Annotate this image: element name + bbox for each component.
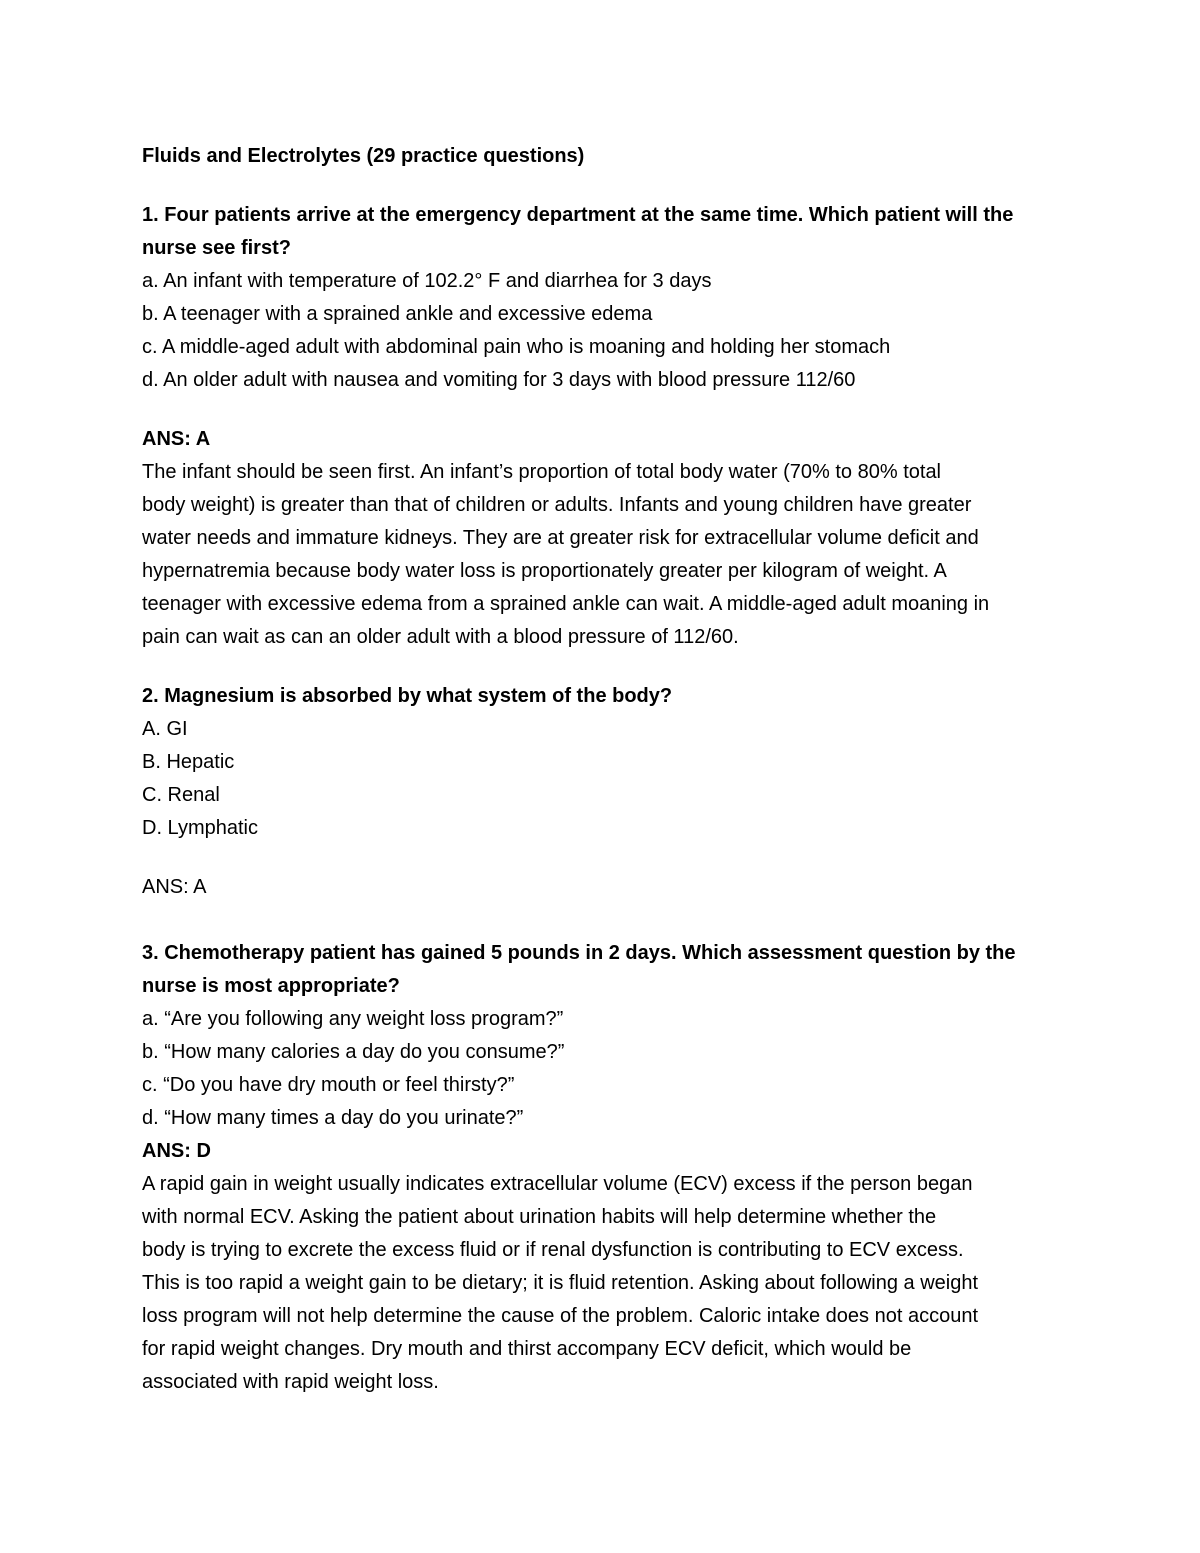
rationale-line: for rapid weight changes. Dry mouth and thirst accompany ECV deficit, which would be xyxy=(142,1338,912,1360)
question-2 xyxy=(142,680,1072,904)
rationale-line: pain can wait as can an older adult with a blood pressure of 112/60. xyxy=(142,626,739,648)
answer-key: ANS: A xyxy=(142,428,211,450)
question-stem: 1. Four patients arrive at the emergency department at the same time. Which patient will the xyxy=(142,204,1014,226)
rationale-line: hypernatremia because body water loss is proportionately greater per kilogram of weight. A xyxy=(142,560,947,582)
rationale-line: This is too rapid a weight gain to be dietary; it is fluid retention. Asking about following a weight xyxy=(142,1272,979,1294)
question-stem: 3. Chemotherapy patient has gained 5 pounds in 2 days. Which assessment question by the xyxy=(142,942,1016,964)
answer-option: C. Renal xyxy=(142,784,220,806)
rationale-line: with normal ECV. Asking the patient about urination habits will help determine whether the xyxy=(142,1206,937,1228)
answer-option: A. GI xyxy=(142,718,188,740)
rationale-line: teenager with excessive edema from a sprained ankle can wait. A middle-aged adult moaning in xyxy=(142,593,990,615)
rationale-line: associated with rapid weight loss. xyxy=(142,1371,439,1393)
question-1 xyxy=(142,199,1072,654)
question-stem: nurse is most appropriate? xyxy=(142,975,400,997)
answer-option: a. An infant with temperature of 102.2° F and diarrhea for 3 days xyxy=(142,270,712,292)
rationale-line: body weight) is greater than that of children or adults. Infants and young children have greater xyxy=(142,494,972,516)
rationale-line: The infant should be seen first. An infant’s proportion of total body water (70% to 80% total xyxy=(142,461,942,483)
answer-key: ANS: D xyxy=(142,1140,211,1162)
rationale-line: loss program will not help determine the cause of the problem. Caloric intake does not account xyxy=(142,1305,979,1327)
rationale-line: A rapid gain in weight usually indicates extracellular volume (ECV) excess if the person began xyxy=(142,1173,973,1195)
answer-key: ANS: A xyxy=(142,876,207,898)
document-title: Fluids and Electrolytes (29 practice questions) xyxy=(142,145,585,167)
answer-option: B. Hepatic xyxy=(142,751,235,773)
answer-option: a. “Are you following any weight loss program?” xyxy=(142,1008,564,1030)
answer-option: d. “How many times a day do you urinate?” xyxy=(142,1107,524,1129)
question-stem: nurse see first? xyxy=(142,237,291,259)
question-stem: 2. Magnesium is absorbed by what system of the body? xyxy=(142,685,673,707)
question-3 xyxy=(142,937,1072,1399)
rationale-line: water needs and immature kidneys. They are at greater risk for extracellular volume deficit and xyxy=(142,527,979,549)
answer-option: c. “Do you have dry mouth or feel thirsty?” xyxy=(142,1074,515,1096)
answer-option: c. A middle-aged adult with abdominal pain who is moaning and holding her stomach xyxy=(142,336,891,358)
answer-option: D. Lymphatic xyxy=(142,817,258,839)
answer-option: b. A teenager with a sprained ankle and excessive edema xyxy=(142,303,653,325)
document-page xyxy=(142,140,1072,1399)
answer-option: d. An older adult with nausea and vomiting for 3 days with blood pressure 112/60 xyxy=(142,369,856,391)
answer-option: b. “How many calories a day do you consume?” xyxy=(142,1041,565,1063)
rationale-line: body is trying to excrete the excess fluid or if renal dysfunction is contributing to ECV excess. xyxy=(142,1239,964,1261)
